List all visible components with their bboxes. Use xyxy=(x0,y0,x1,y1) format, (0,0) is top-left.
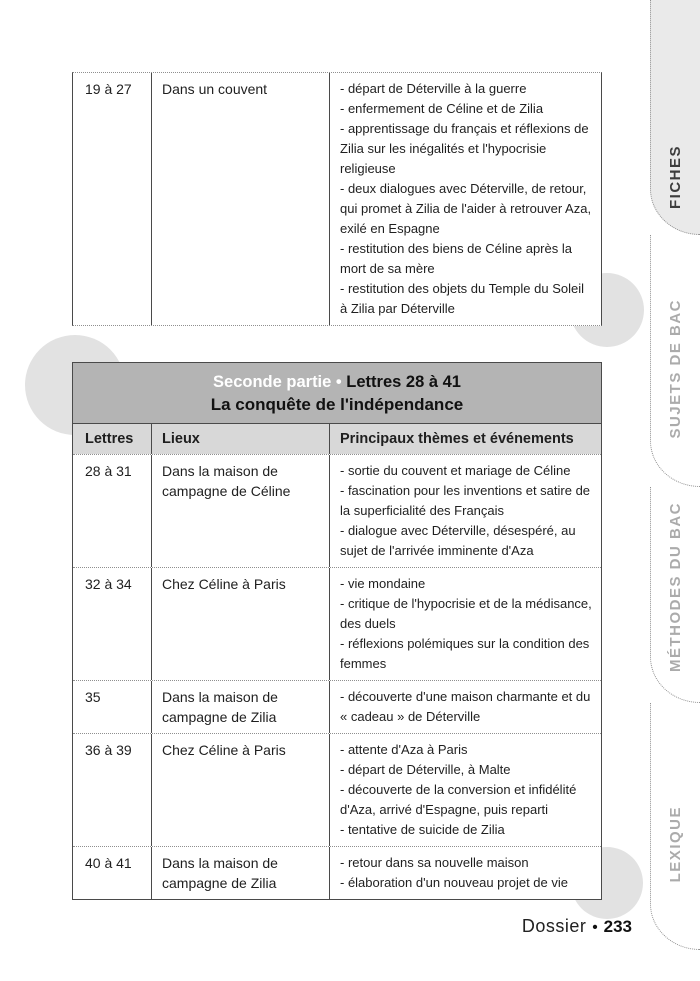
cell-themes xyxy=(329,847,601,899)
cell-themes xyxy=(329,455,601,567)
tab-lexique[interactable] xyxy=(650,703,700,950)
table-row xyxy=(73,73,601,325)
cell-lieu: Dans un couvent xyxy=(151,73,329,325)
cell-lieu: Dans la maison de campagne de Céline xyxy=(151,455,329,567)
cell-lettres: 19 à 27 xyxy=(85,81,132,97)
cell-themes xyxy=(329,568,601,680)
cell-lettres: 28 à 31 xyxy=(85,463,132,479)
theme-item: - fascination pour les inventions et satire de la superficialité des Français xyxy=(340,483,591,518)
footer-label: Dossier xyxy=(521,916,587,936)
section-title-line xyxy=(73,371,601,393)
theme-item: - enfermement de Céline et de Zilia xyxy=(340,101,544,116)
theme-item: - vie mondaine xyxy=(340,576,426,591)
table-row xyxy=(73,846,601,899)
footer-bullet-icon: • xyxy=(592,919,598,936)
theme-item: - deux dialogues avec Déterville, de retour, qui promet à Zilia de l'aider à retrouver Aza, exilé en Espagne xyxy=(340,181,592,236)
theme-item: - élaboration d'un nouveau projet de vie xyxy=(340,875,568,890)
theme-item: - retour dans sa nouvelle maison xyxy=(340,855,529,870)
cell-lieu: Chez Céline à Paris xyxy=(151,568,329,680)
cell-themes xyxy=(329,681,601,733)
cell-lettres: 40 à 41 xyxy=(85,855,132,871)
theme-item: - dialogue avec Déterville, désespéré, au sujet de l'arrivée imminente d'Aza xyxy=(340,523,576,558)
theme-item: - attente d'Aza à Paris xyxy=(340,742,468,757)
part-title: Seconde partie xyxy=(213,373,332,391)
tab-fiches[interactable] xyxy=(650,0,700,235)
cell-themes xyxy=(329,734,601,846)
sidebar-tabs xyxy=(650,0,700,956)
tab-fiches-label: FICHES xyxy=(667,144,684,209)
cell-lieu: Dans la maison de campagne de Zilia xyxy=(151,681,329,733)
table-row xyxy=(73,454,601,567)
table-row xyxy=(73,680,601,733)
theme-item: - départ de Déterville à la guerre xyxy=(340,81,527,96)
tab-methodes-du-bac[interactable] xyxy=(650,487,700,703)
theme-item: - restitution des biens de Céline après la mort de sa mère xyxy=(340,241,572,276)
theme-item: - découverte de la conversion et infidélité d'Aza, arrivé d'Espagne, puis reparti xyxy=(340,782,577,817)
part-separator-dot: • xyxy=(335,373,342,391)
theme-item: - départ de Déterville, à Malte xyxy=(340,762,511,777)
letters-table-top xyxy=(72,72,602,326)
page-number: 233 xyxy=(603,917,632,936)
tab-methodes-du-bac-label: MÉTHODES DU BAC xyxy=(667,501,684,672)
cell-lieu: Dans la maison de campagne de Zilia xyxy=(151,847,329,899)
header-lieux: Lieux xyxy=(151,424,329,454)
header-themes: Principaux thèmes et événements xyxy=(329,424,601,454)
tab-sujets-de-bac[interactable] xyxy=(650,235,700,487)
cell-lettres: 36 à 39 xyxy=(85,742,132,758)
section-header-band xyxy=(73,363,601,423)
cell-lettres: 35 xyxy=(85,689,101,705)
cell-lieu: Chez Céline à Paris xyxy=(151,734,329,846)
theme-item: - tentative de suicide de Zilia xyxy=(340,822,505,837)
cell-themes xyxy=(329,73,601,325)
tab-sujets-de-bac-label: SUJETS DE BAC xyxy=(667,299,684,439)
theme-item: - restitution des objets du Temple du Soleil à Zilia par Déterville xyxy=(340,281,585,316)
theme-item: - critique de l'hypocrisie et de la médisance, des duels xyxy=(340,596,592,631)
table-header-row xyxy=(73,423,601,454)
section-subtitle: La conquête de l'indépendance xyxy=(210,395,464,414)
theme-item: - découverte d'une maison charmante et du « cadeau » de Déterville xyxy=(340,689,591,724)
letters-table-main xyxy=(72,362,602,900)
tab-lexique-label: LEXIQUE xyxy=(667,805,684,882)
part-range: Lettres 28 à 41 xyxy=(346,373,461,391)
page-footer xyxy=(522,916,632,937)
theme-item: - apprentissage du français et réflexions de Zilia sur les inégalités et l'hypocrisie religieuse xyxy=(340,121,589,176)
theme-item: - réflexions polémiques sur la condition des femmes xyxy=(340,636,590,671)
cell-lettres: 32 à 34 xyxy=(85,576,132,592)
theme-item: - sortie du couvent et mariage de Céline xyxy=(340,463,571,478)
header-lettres: Lettres xyxy=(85,431,134,447)
table-row xyxy=(73,567,601,680)
table-row xyxy=(73,733,601,846)
